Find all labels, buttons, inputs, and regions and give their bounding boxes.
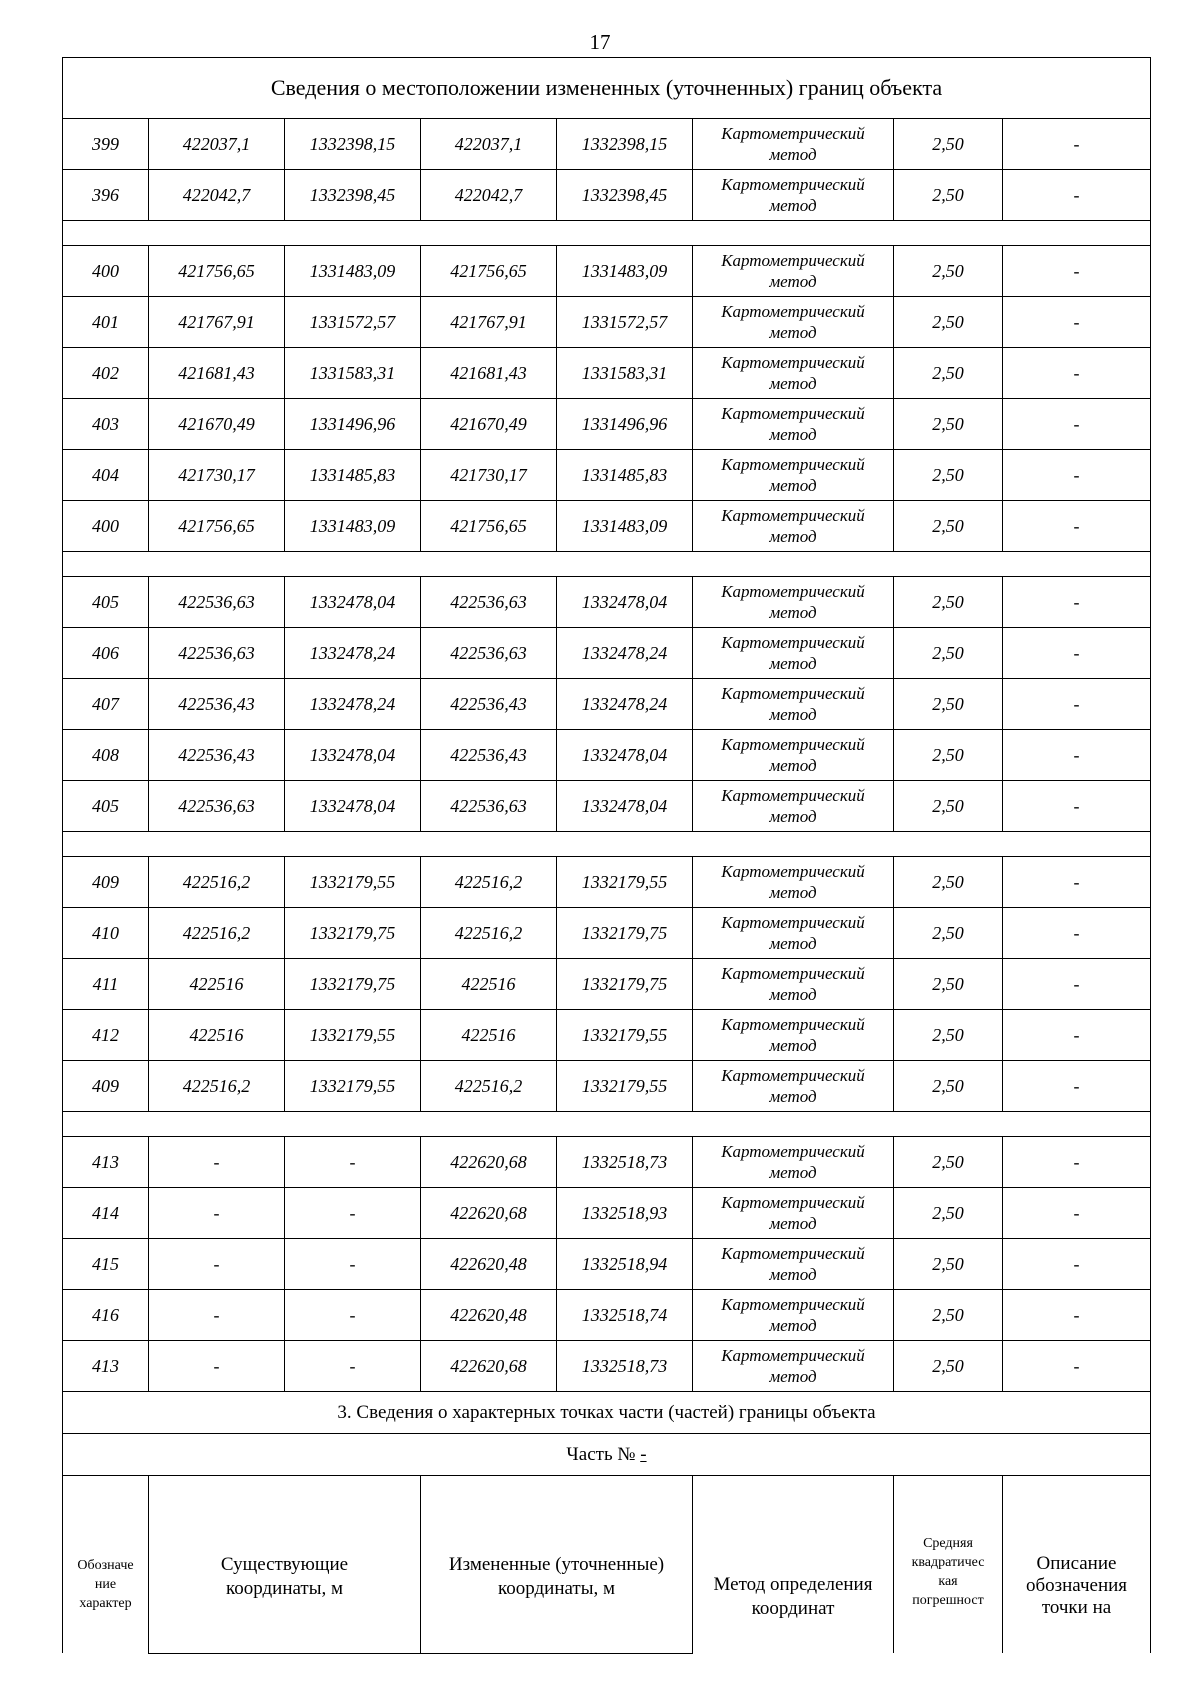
table-row xyxy=(63,781,1151,832)
table-row xyxy=(63,1188,1151,1239)
refined-x: 421767,91 xyxy=(421,297,557,348)
method xyxy=(693,628,894,679)
existing-y: 1331483,09 xyxy=(285,501,421,552)
mean-error: 2,50 xyxy=(894,1239,1003,1290)
description: - xyxy=(1003,501,1151,552)
refined-y: 1332478,04 xyxy=(557,730,693,781)
mean-error: 2,50 xyxy=(894,1061,1003,1112)
method xyxy=(693,1188,894,1239)
header-point-designation xyxy=(63,1476,149,1654)
existing-y: 1332179,75 xyxy=(285,908,421,959)
description: - xyxy=(1003,1341,1151,1392)
method xyxy=(693,348,894,399)
method-line-2: метод xyxy=(769,374,817,393)
refined-y: 1332179,55 xyxy=(557,1010,693,1061)
refined-x: 421681,43 xyxy=(421,348,557,399)
refined-x: 422536,63 xyxy=(421,628,557,679)
method-line-1: Картометрический xyxy=(721,1142,865,1161)
group-separator xyxy=(63,832,1151,857)
existing-x: - xyxy=(149,1137,285,1188)
description: - xyxy=(1003,959,1151,1010)
refined-x: 422620,68 xyxy=(421,1137,557,1188)
existing-x: 422516 xyxy=(149,959,285,1010)
table-row xyxy=(63,730,1151,781)
mean-error: 2,50 xyxy=(894,781,1003,832)
section-3-title: 3. Сведения о характерных точках части (частей) границы объекта xyxy=(63,1392,1151,1434)
method-line-2: метод xyxy=(769,527,817,546)
existing-y: 1332179,75 xyxy=(285,959,421,1010)
header-existing-coords-line-2: координаты, м xyxy=(225,1578,344,1600)
refined-y: 1331583,31 xyxy=(557,348,693,399)
existing-x: 422042,7 xyxy=(149,170,285,221)
mean-error: 2,50 xyxy=(894,1188,1003,1239)
point-id: 407 xyxy=(63,679,149,730)
point-id: 396 xyxy=(63,170,149,221)
description: - xyxy=(1003,679,1151,730)
point-id: 414 xyxy=(63,1188,149,1239)
refined-y: 1332398,45 xyxy=(557,170,693,221)
header-description-line-1: Описание xyxy=(1036,1552,1117,1574)
group-separator xyxy=(63,552,1151,577)
method-line-2: метод xyxy=(769,196,817,215)
mean-error: 2,50 xyxy=(894,959,1003,1010)
existing-x: 422516,2 xyxy=(149,1061,285,1112)
method-line-1: Картометрический xyxy=(721,353,865,372)
header-existing-coords-line-1: Существующие xyxy=(220,1554,349,1576)
refined-y: 1332518,73 xyxy=(557,1341,693,1392)
refined-y: 1332179,75 xyxy=(557,908,693,959)
method-line-1: Картометрический xyxy=(721,404,865,423)
header-description xyxy=(1003,1476,1151,1654)
refined-x: 421670,49 xyxy=(421,399,557,450)
header-mean-error-line-3: кая xyxy=(938,1573,958,1589)
mean-error: 2,50 xyxy=(894,399,1003,450)
header-existing-coords xyxy=(149,1476,421,1654)
method-line-2: метод xyxy=(769,1036,817,1055)
group-separator xyxy=(63,1112,1151,1137)
point-id: 411 xyxy=(63,959,149,1010)
method xyxy=(693,1061,894,1112)
existing-y: 1331583,31 xyxy=(285,348,421,399)
method-line-1: Картометрический xyxy=(721,684,865,703)
method-line-2: метод xyxy=(769,1367,817,1386)
description: - xyxy=(1003,1137,1151,1188)
existing-y: 1332478,24 xyxy=(285,679,421,730)
mean-error: 2,50 xyxy=(894,730,1003,781)
description: - xyxy=(1003,628,1151,679)
description: - xyxy=(1003,348,1151,399)
refined-y: 1332478,24 xyxy=(557,679,693,730)
refined-x: 422516 xyxy=(421,959,557,1010)
table-row xyxy=(63,399,1151,450)
method xyxy=(693,170,894,221)
refined-y: 1331483,09 xyxy=(557,501,693,552)
method-line-1: Картометрический xyxy=(721,735,865,754)
method-line-2: метод xyxy=(769,425,817,444)
existing-x: 421670,49 xyxy=(149,399,285,450)
existing-x: 422536,63 xyxy=(149,781,285,832)
method-line-2: метод xyxy=(769,476,817,495)
description: - xyxy=(1003,119,1151,170)
part-label: Часть № xyxy=(566,1443,636,1465)
refined-x: 422516 xyxy=(421,1010,557,1061)
header-description-line-3: точки на xyxy=(1041,1596,1112,1618)
existing-y: 1332478,04 xyxy=(285,577,421,628)
method-line-2: метод xyxy=(769,807,817,826)
point-id: 402 xyxy=(63,348,149,399)
description: - xyxy=(1003,1239,1151,1290)
mean-error: 2,50 xyxy=(894,628,1003,679)
existing-y: 1332478,04 xyxy=(285,730,421,781)
group-separator xyxy=(63,221,1151,246)
existing-x: 422536,63 xyxy=(149,628,285,679)
method-line-2: метод xyxy=(769,705,817,724)
description: - xyxy=(1003,781,1151,832)
mean-error: 2,50 xyxy=(894,1341,1003,1392)
mean-error: 2,50 xyxy=(894,679,1003,730)
method xyxy=(693,857,894,908)
description: - xyxy=(1003,246,1151,297)
table-row xyxy=(63,577,1151,628)
header-method-line-1: Метод определения xyxy=(713,1573,873,1595)
header-mean-error-line-1: Средняя xyxy=(923,1535,973,1551)
description: - xyxy=(1003,399,1151,450)
method-line-1: Картометрический xyxy=(721,455,865,474)
point-id: 400 xyxy=(63,246,149,297)
boundary-coordinates-table xyxy=(62,57,1151,1654)
separator-cell xyxy=(63,1112,1151,1137)
point-id: 416 xyxy=(63,1290,149,1341)
table-row xyxy=(63,297,1151,348)
method xyxy=(693,450,894,501)
method-line-1: Картометрический xyxy=(721,913,865,932)
mean-error: 2,50 xyxy=(894,119,1003,170)
method xyxy=(693,119,894,170)
refined-y: 1332478,04 xyxy=(557,577,693,628)
table-title-row xyxy=(63,58,1151,119)
mean-error: 2,50 xyxy=(894,348,1003,399)
point-id: 410 xyxy=(63,908,149,959)
description: - xyxy=(1003,857,1151,908)
existing-x: 421767,91 xyxy=(149,297,285,348)
point-id: 405 xyxy=(63,781,149,832)
table-row xyxy=(63,348,1151,399)
method xyxy=(693,959,894,1010)
separator-cell xyxy=(63,552,1151,577)
existing-y: - xyxy=(285,1137,421,1188)
method xyxy=(693,1341,894,1392)
part-row xyxy=(63,1434,1151,1476)
existing-y: 1331483,09 xyxy=(285,246,421,297)
refined-y: 1332179,55 xyxy=(557,1061,693,1112)
page-number: 17 xyxy=(589,30,611,54)
refined-y: 1332518,73 xyxy=(557,1137,693,1188)
mean-error: 2,50 xyxy=(894,170,1003,221)
method-line-1: Картометрический xyxy=(721,633,865,652)
method-line-2: метод xyxy=(769,1163,817,1182)
existing-x: 421730,17 xyxy=(149,450,285,501)
description: - xyxy=(1003,577,1151,628)
point-id: 405 xyxy=(63,577,149,628)
method-line-2: метод xyxy=(769,1087,817,1106)
existing-y: 1332398,15 xyxy=(285,119,421,170)
header-refined-coords-line-2: координаты, м xyxy=(497,1578,616,1600)
point-id: 404 xyxy=(63,450,149,501)
table-row xyxy=(63,119,1151,170)
method-line-1: Картометрический xyxy=(721,1015,865,1034)
refined-x: 422516,2 xyxy=(421,857,557,908)
header-description-line-2: обозначения xyxy=(1025,1574,1128,1596)
header-mean-error-line-2: квадратичес xyxy=(911,1554,985,1570)
table-row xyxy=(63,170,1151,221)
description: - xyxy=(1003,908,1151,959)
refined-y: 1332179,75 xyxy=(557,959,693,1010)
table-row xyxy=(63,628,1151,679)
point-id: 406 xyxy=(63,628,149,679)
table-row xyxy=(63,450,1151,501)
method-line-1: Картометрический xyxy=(721,964,865,983)
method-line-1: Картометрический xyxy=(721,862,865,881)
existing-x: 421756,65 xyxy=(149,246,285,297)
table-row xyxy=(63,1010,1151,1061)
existing-x: - xyxy=(149,1290,285,1341)
table-row xyxy=(63,1137,1151,1188)
method-line-2: метод xyxy=(769,1316,817,1335)
existing-y: 1332179,55 xyxy=(285,857,421,908)
refined-x: 422516,2 xyxy=(421,908,557,959)
mean-error: 2,50 xyxy=(894,1290,1003,1341)
method-line-2: метод xyxy=(769,1214,817,1233)
method-line-2: метод xyxy=(769,985,817,1004)
mean-error: 2,50 xyxy=(894,908,1003,959)
point-id: 409 xyxy=(63,857,149,908)
method-line-2: метод xyxy=(769,1265,817,1284)
mean-error: 2,50 xyxy=(894,450,1003,501)
method-line-2: метод xyxy=(769,756,817,775)
method xyxy=(693,1290,894,1341)
refined-y: 1332518,74 xyxy=(557,1290,693,1341)
description: - xyxy=(1003,1061,1151,1112)
existing-x: 421681,43 xyxy=(149,348,285,399)
mean-error: 2,50 xyxy=(894,1010,1003,1061)
refined-x: 422536,43 xyxy=(421,730,557,781)
column-header-row xyxy=(63,1476,1151,1654)
point-id: 399 xyxy=(63,119,149,170)
refined-x: 422620,48 xyxy=(421,1290,557,1341)
refined-y: 1332179,55 xyxy=(557,857,693,908)
mean-error: 2,50 xyxy=(894,246,1003,297)
existing-x: - xyxy=(149,1239,285,1290)
header-point-designation-line-1: Обозначе xyxy=(77,1558,134,1573)
refined-y: 1332518,93 xyxy=(557,1188,693,1239)
method xyxy=(693,399,894,450)
method-line-1: Картометрический xyxy=(721,1346,865,1365)
existing-x: 422037,1 xyxy=(149,119,285,170)
refined-x: 422042,7 xyxy=(421,170,557,221)
header-point-designation-line-3: характер xyxy=(79,1596,132,1611)
method-line-2: метод xyxy=(769,145,817,164)
refined-x: 422620,48 xyxy=(421,1239,557,1290)
refined-y: 1331485,83 xyxy=(557,450,693,501)
method-line-2: метод xyxy=(769,323,817,342)
method-line-2: метод xyxy=(769,603,817,622)
existing-y: 1332398,45 xyxy=(285,170,421,221)
header-refined-coords-line-1: Измененные (уточненные) xyxy=(448,1554,665,1576)
part-cell xyxy=(63,1434,1151,1476)
separator-cell xyxy=(63,221,1151,246)
method-line-1: Картометрический xyxy=(721,1244,865,1263)
point-id: 415 xyxy=(63,1239,149,1290)
table-row xyxy=(63,501,1151,552)
description: - xyxy=(1003,170,1151,221)
table-title: Сведения о местоположении измененных (уточненных) границ объекта xyxy=(63,58,1151,119)
method-line-2: метод xyxy=(769,654,817,673)
existing-y: 1332179,55 xyxy=(285,1010,421,1061)
existing-y: - xyxy=(285,1290,421,1341)
method-line-2: метод xyxy=(769,883,817,902)
existing-x: 422516,2 xyxy=(149,908,285,959)
existing-x: - xyxy=(149,1188,285,1239)
mean-error: 2,50 xyxy=(894,501,1003,552)
table-row xyxy=(63,1290,1151,1341)
method xyxy=(693,1239,894,1290)
existing-y: 1332179,55 xyxy=(285,1061,421,1112)
table-row xyxy=(63,857,1151,908)
separator-cell xyxy=(63,832,1151,857)
point-id: 409 xyxy=(63,1061,149,1112)
description: - xyxy=(1003,1010,1151,1061)
table-row xyxy=(63,908,1151,959)
existing-x: - xyxy=(149,1341,285,1392)
refined-y: 1332398,15 xyxy=(557,119,693,170)
method xyxy=(693,1137,894,1188)
table-row xyxy=(63,959,1151,1010)
point-id: 408 xyxy=(63,730,149,781)
header-mean-error xyxy=(894,1476,1003,1654)
method xyxy=(693,1010,894,1061)
point-id: 412 xyxy=(63,1010,149,1061)
existing-x: 422536,43 xyxy=(149,730,285,781)
table-row xyxy=(63,679,1151,730)
existing-y: 1331572,57 xyxy=(285,297,421,348)
refined-y: 1332518,94 xyxy=(557,1239,693,1290)
table-row xyxy=(63,1341,1151,1392)
method-line-1: Картометрический xyxy=(721,302,865,321)
point-id: 400 xyxy=(63,501,149,552)
existing-y: - xyxy=(285,1239,421,1290)
description: - xyxy=(1003,1188,1151,1239)
existing-x: 421756,65 xyxy=(149,501,285,552)
description: - xyxy=(1003,1290,1151,1341)
method-line-1: Картометрический xyxy=(721,251,865,270)
method xyxy=(693,246,894,297)
existing-y: - xyxy=(285,1188,421,1239)
refined-y: 1331572,57 xyxy=(557,297,693,348)
existing-x: 422516 xyxy=(149,1010,285,1061)
refined-x: 422536,63 xyxy=(421,577,557,628)
existing-y: 1332478,24 xyxy=(285,628,421,679)
description: - xyxy=(1003,730,1151,781)
description: - xyxy=(1003,450,1151,501)
refined-x: 422037,1 xyxy=(421,119,557,170)
existing-x: 422536,43 xyxy=(149,679,285,730)
refined-x: 421756,65 xyxy=(421,501,557,552)
refined-x: 422516,2 xyxy=(421,1061,557,1112)
description: - xyxy=(1003,297,1151,348)
table-row xyxy=(63,1239,1151,1290)
point-id: 401 xyxy=(63,297,149,348)
header-method xyxy=(693,1476,894,1654)
refined-y: 1332478,24 xyxy=(557,628,693,679)
header-refined-coords xyxy=(421,1476,693,1654)
method-line-2: метод xyxy=(769,272,817,291)
mean-error: 2,50 xyxy=(894,577,1003,628)
method-line-1: Картометрический xyxy=(721,175,865,194)
method xyxy=(693,781,894,832)
refined-y: 1332478,04 xyxy=(557,781,693,832)
method xyxy=(693,908,894,959)
method xyxy=(693,501,894,552)
method-line-1: Картометрический xyxy=(721,1193,865,1212)
point-id: 403 xyxy=(63,399,149,450)
method-line-1: Картометрический xyxy=(721,582,865,601)
point-id: 413 xyxy=(63,1341,149,1392)
point-id: 413 xyxy=(63,1137,149,1188)
method xyxy=(693,679,894,730)
method-line-1: Картометрический xyxy=(721,1295,865,1314)
existing-y: 1331496,96 xyxy=(285,399,421,450)
refined-x: 421730,17 xyxy=(421,450,557,501)
table-row xyxy=(63,1061,1151,1112)
existing-y: - xyxy=(285,1341,421,1392)
mean-error: 2,50 xyxy=(894,1137,1003,1188)
header-point-designation-line-2: ние xyxy=(94,1577,117,1592)
method xyxy=(693,730,894,781)
refined-y: 1331483,09 xyxy=(557,246,693,297)
mean-error: 2,50 xyxy=(894,297,1003,348)
existing-y: 1332478,04 xyxy=(285,781,421,832)
refined-x: 422536,63 xyxy=(421,781,557,832)
refined-x: 422536,43 xyxy=(421,679,557,730)
method-line-1: Картометрический xyxy=(721,786,865,805)
section-3-row xyxy=(63,1392,1151,1434)
header-mean-error-line-4: погрешност xyxy=(912,1592,984,1608)
method-line-2: метод xyxy=(769,934,817,953)
existing-x: 422516,2 xyxy=(149,857,285,908)
mean-error: 2,50 xyxy=(894,857,1003,908)
method-line-1: Картометрический xyxy=(721,1066,865,1085)
existing-y: 1331485,83 xyxy=(285,450,421,501)
table-row xyxy=(63,246,1151,297)
part-number: - xyxy=(640,1443,647,1465)
refined-x: 422620,68 xyxy=(421,1341,557,1392)
method-line-1: Картометрический xyxy=(721,124,865,143)
refined-y: 1331496,96 xyxy=(557,399,693,450)
refined-x: 421756,65 xyxy=(421,246,557,297)
method xyxy=(693,297,894,348)
existing-x: 422536,63 xyxy=(149,577,285,628)
header-method-line-2: координат xyxy=(751,1597,835,1619)
method xyxy=(693,577,894,628)
refined-x: 422620,68 xyxy=(421,1188,557,1239)
method-line-1: Картометрический xyxy=(721,506,865,525)
